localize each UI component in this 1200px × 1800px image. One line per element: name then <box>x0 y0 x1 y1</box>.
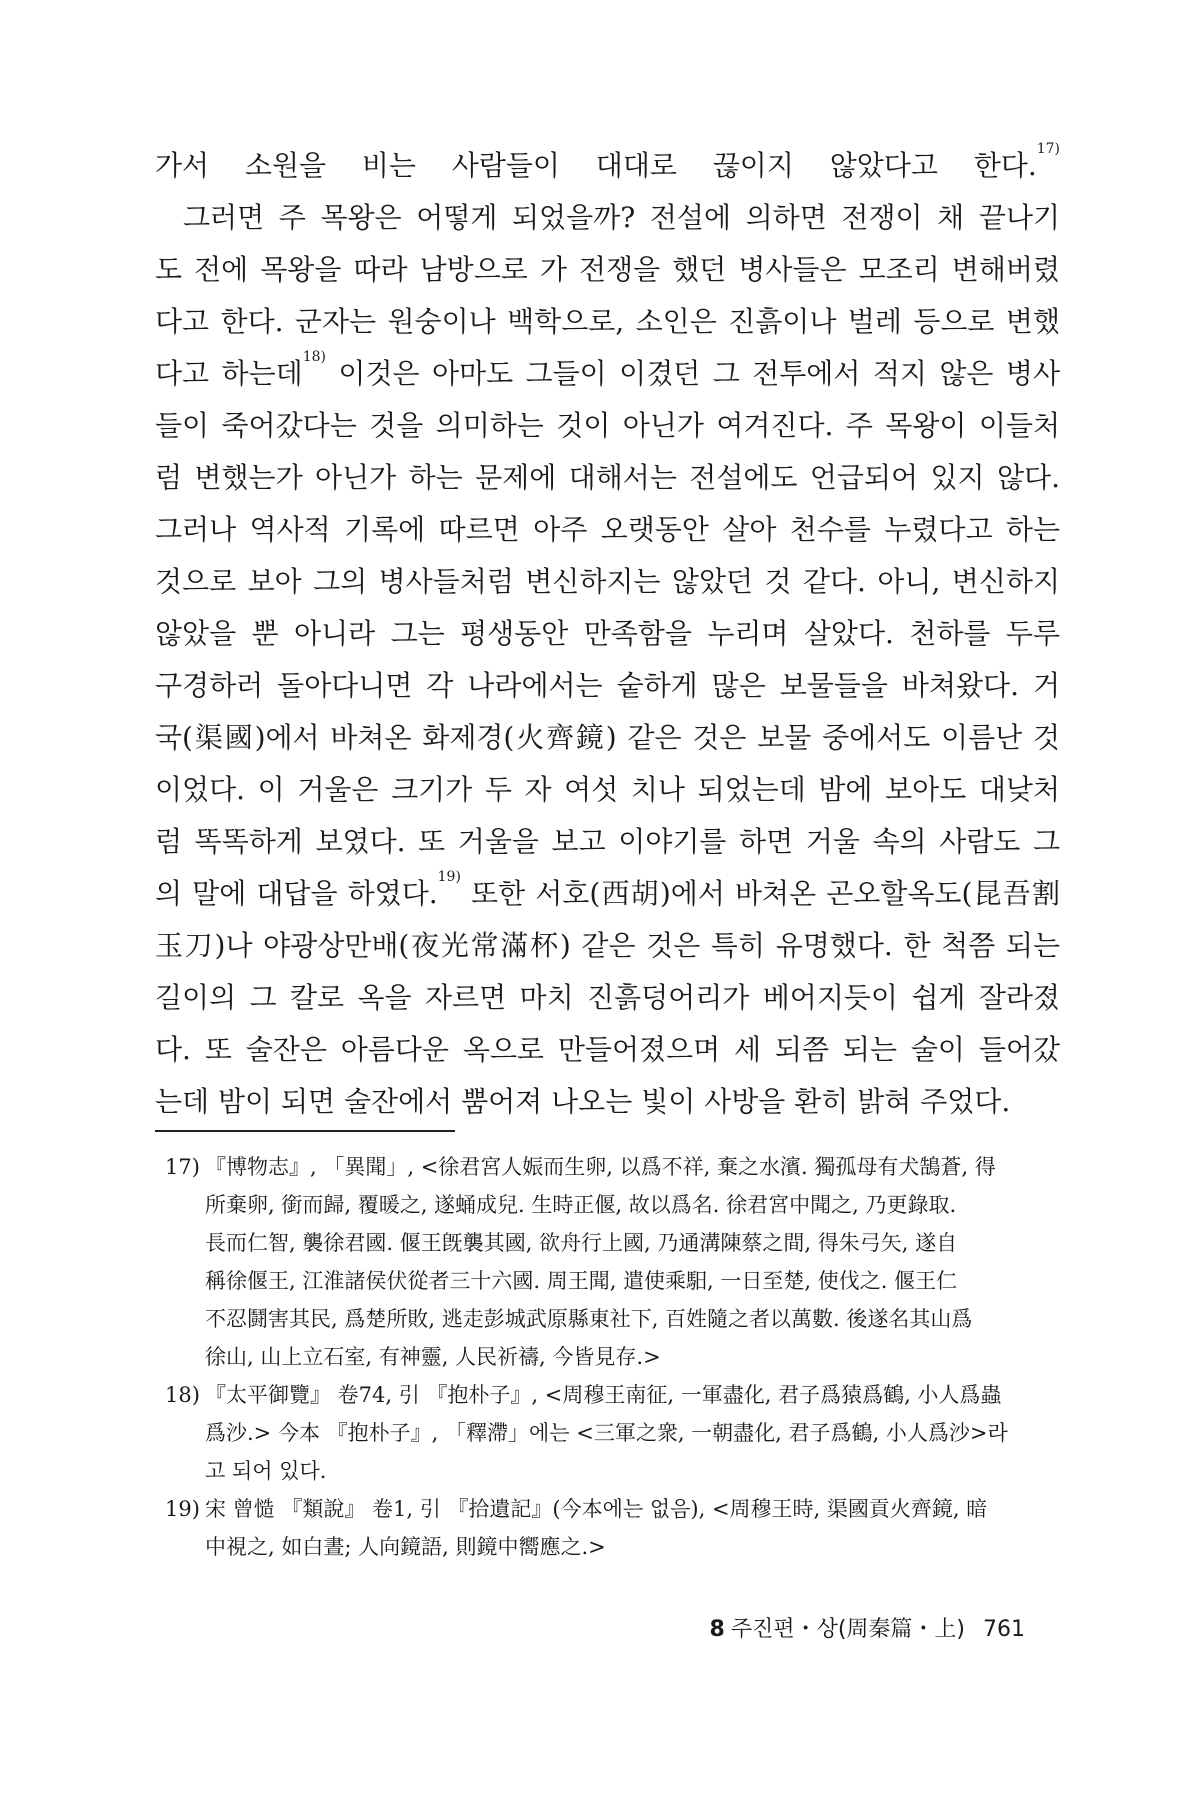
text-line: 않았을 뿐 아니라 그는 평생동안 만족함을 누리며 살았다. 천하를 두루 <box>155 617 1060 650</box>
footnote-ref[interactable]: 17) <box>1036 141 1060 157</box>
footnote-number: 17) <box>165 1155 200 1179</box>
text-line: 길이의 그 칼로 옥을 자르면 마치 진흙덩어리가 베어지듯이 쉽게 잘라졌 <box>155 981 1060 1014</box>
text-line: 국(渠國)에서 바쳐온 화제경(火齊鏡) 같은 것은 보물 중에서도 이름난 것 <box>155 721 1060 754</box>
chapter-number: 8 <box>709 1617 725 1642</box>
text-line: 다. 또 술잔은 아름다운 옥으로 만들어졌으며 세 되쯤 되는 술이 들어갔 <box>155 1033 1060 1066</box>
text-line: 구경하러 돌아다니면 각 나라에서는 숱하게 많은 보물들을 바쳐왔다. 거 <box>155 669 1060 702</box>
text-line: 이었다. 이 거울은 크기가 두 자 여섯 치나 되었는데 밤에 보아도 대낮처 <box>155 773 1060 806</box>
text-line: 의 말에 대답을 하였다.$^{19)}$ 또한 서호(西胡)에서 바쳐온 곤오할옥도(昆吾割 <box>155 869 1060 910</box>
text-line: 다고 한다. 군자는 원숭이나 백학으로, 소인은 진흙이나 벌레 등으로 변했 <box>155 305 1060 338</box>
chapter-title: 주진편・상(周秦篇・上) <box>730 1617 965 1642</box>
text-line: 그러나 역사적 기록에 따르면 아주 오랫동안 살아 천수를 누렸다고 하는 <box>155 513 1060 546</box>
text-line: 들이 죽어갔다는 것을 의미하는 것이 아닌가 여겨진다. 주 목왕이 이들처 <box>155 409 1060 442</box>
text-line: 다고 하는데$^{18)}$ 이것은 아마도 그들이 이겼던 그 전투에서 적지 않은 병사 <box>155 349 1060 390</box>
footnote-number: 18) <box>165 1383 200 1407</box>
text-line: 玉刀)나 야광상만배(夜光常滿杯) 같은 것은 특히 유명했다. 한 척쯤 되는 <box>155 929 1060 962</box>
text-line: 는데 밤이 되면 술잔에서 뿜어져 나오는 빛이 사방을 환히 밝혀 주었다. <box>155 1085 1011 1118</box>
footnote-number: 19) <box>165 1497 200 1521</box>
text-line: 도 전에 목왕을 따라 남방으로 가 전쟁을 했던 병사들은 모조리 변해버렸 <box>155 253 1060 286</box>
footnote-divider <box>155 1130 455 1132</box>
page-number: 761 <box>983 1617 1025 1642</box>
text-line: 럼 변했는가 아닌가 하는 문제에 대해서는 전설에도 언급되어 있지 않다. <box>155 461 1060 494</box>
footnote-ref[interactable]: 19) <box>437 869 461 885</box>
footnote-19: 19) 宋 曾慥 『類說』 卷1, 引 『拾遺記』(今本에는 없음), <周穆王時, 渠國貢火齊鏡, 暗 中視之, 如白晝; 人向鏡語, 則鏡中嚮應之.> <box>165 1490 1060 1566</box>
text-line: 럼 똑똑하게 보였다. 또 거울을 보고 이야기를 하면 거울 속의 사람도 그 <box>155 825 1060 858</box>
footnote-18: 18) 『太平御覽』 卷74, 引 『抱朴子』, <周穆王南征, 一軍盡化, 君子爲猿爲鶴, 小人爲蟲 爲沙.> 今本 『抱朴子』, 「釋滯」에는 <三軍之衆, 一朝盡化, 君子爲鶴, 小人爲沙>라 고 되어 있다. <box>165 1376 1060 1490</box>
text-line: 그러면 주 목왕은 어떻게 되었을까? 전설에 의하면 전쟁이 채 끝나기 <box>183 201 1060 234</box>
footnotes <box>165 1148 1060 1566</box>
text-line: 가서 소원을 비는 사람들이 대대로 끊이지 않았다고 한다.$^{17)}$ <box>155 141 1060 182</box>
main-text <box>155 140 1060 1128</box>
footnote-ref[interactable]: 18) <box>302 349 326 365</box>
page-footer <box>710 1612 1026 1643</box>
text-line: 것으로 보아 그의 병사들처럼 변신하지는 않았던 것 같다. 아니, 변신하지 <box>155 565 1060 598</box>
footnote-17: 17) 『博物志』, 「異聞」, <徐君宮人娠而生卵, 以爲不祥, 棄之水濱. 獨孤母有犬鵠蒼, 得 所棄卵, 銜而歸, 覆暖之, 遂蛹成兒. 生時正偃, 故以爲名. 徐君宮中聞之, 乃更錄取. 長而仁智, 襲徐君國. 偃王旣襲其國, 欲舟行上國, 乃通溝陳蔡之間, 得朱弓矢, 遂自 稱徐偃王, 江淮諸侯伏從者三十六國. 周王聞, 遣使乘馹, 一日至楚, 使伐之. 偃王仁 不忍鬪害其民, 爲楚所敗, 逃走彭城武原縣東社下, 百姓隨之者以萬數. 後遂名其山爲 徐山, 山上立石室, 有神靈, 人民祈禱, 今皆見存.> <box>165 1148 1060 1376</box>
